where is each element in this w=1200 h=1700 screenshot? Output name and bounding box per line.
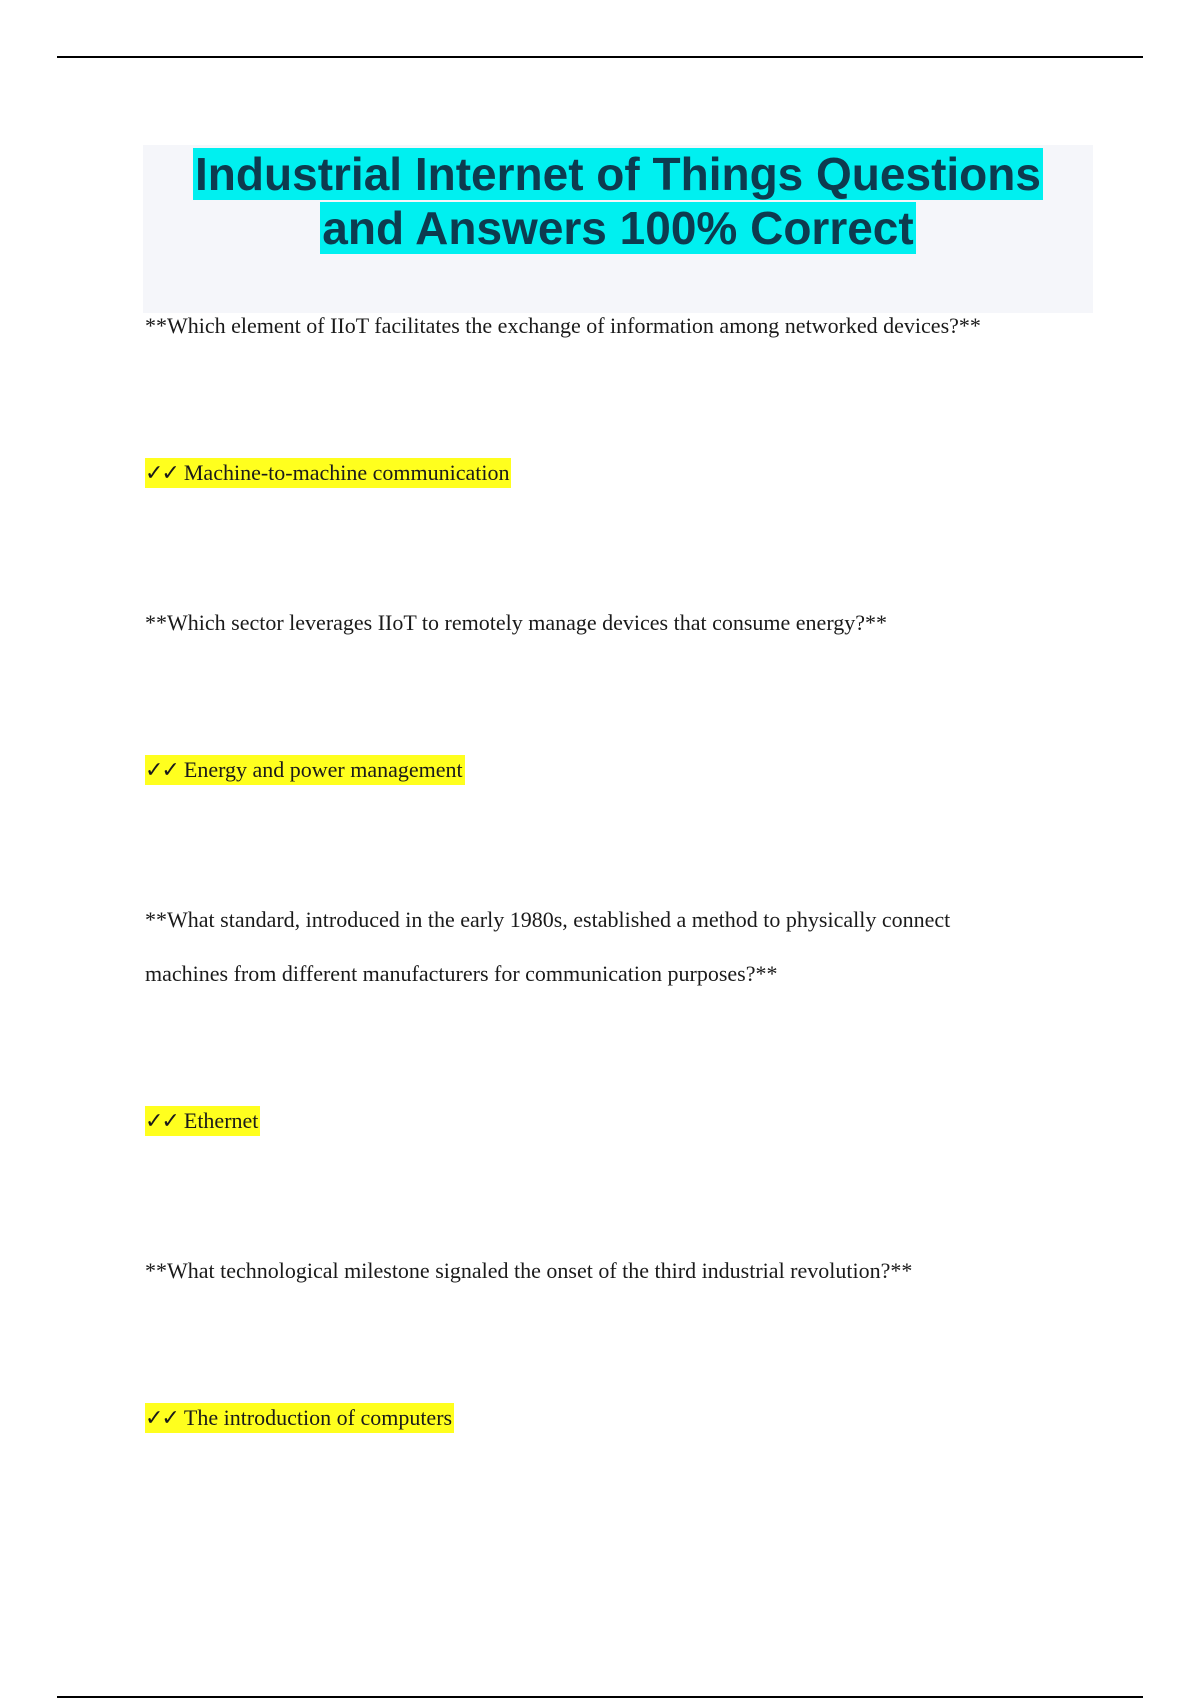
title-line-2: and Answers 100% Correct	[322, 202, 914, 254]
title-line-1: Industrial Internet of Things Questions	[195, 148, 1041, 200]
answer-1-text: Machine-to-machine communication	[183, 460, 510, 485]
answer-3-text: Ethernet	[183, 1108, 259, 1133]
answer-4	[145, 1405, 454, 1431]
answer-3	[145, 1108, 260, 1134]
document-title	[143, 145, 1093, 255]
question-1	[145, 299, 981, 353]
question-3	[145, 893, 950, 1001]
question-1-line-1: **Which element of IIoT facilitates the exchange of information among networked devices?**	[145, 313, 981, 338]
double-check-icon: ✓✓	[145, 1406, 178, 1431]
question-4	[145, 1244, 912, 1298]
question-3-line-1: **What standard, introduced in the early 1980s, established a method to physically connect	[145, 907, 951, 932]
question-2	[145, 596, 887, 650]
answer-2-highlight	[145, 755, 465, 785]
double-check-icon: ✓✓	[145, 461, 178, 486]
answer-1	[145, 460, 511, 486]
answer-4-text: The introduction of computers	[183, 1405, 453, 1430]
title-block	[143, 145, 1093, 313]
question-4-line-1: **What technological milestone signaled the onset of the third industrial revolution?**	[145, 1258, 913, 1283]
answer-2-text: Energy and power management	[183, 757, 463, 782]
answer-1-highlight	[145, 458, 511, 488]
answer-3-highlight	[145, 1106, 260, 1136]
footer-rule	[57, 1696, 1143, 1698]
answer-4-highlight	[145, 1403, 454, 1433]
header-rule	[57, 56, 1143, 58]
question-2-line-1: **Which sector leverages IIoT to remotely manage devices that consume energy?**	[145, 610, 888, 635]
question-3-line-2: machines from different manufacturers for communication purposes?**	[145, 961, 778, 986]
double-check-icon: ✓✓	[145, 758, 178, 783]
answer-2	[145, 757, 465, 783]
double-check-icon: ✓✓	[145, 1109, 178, 1134]
